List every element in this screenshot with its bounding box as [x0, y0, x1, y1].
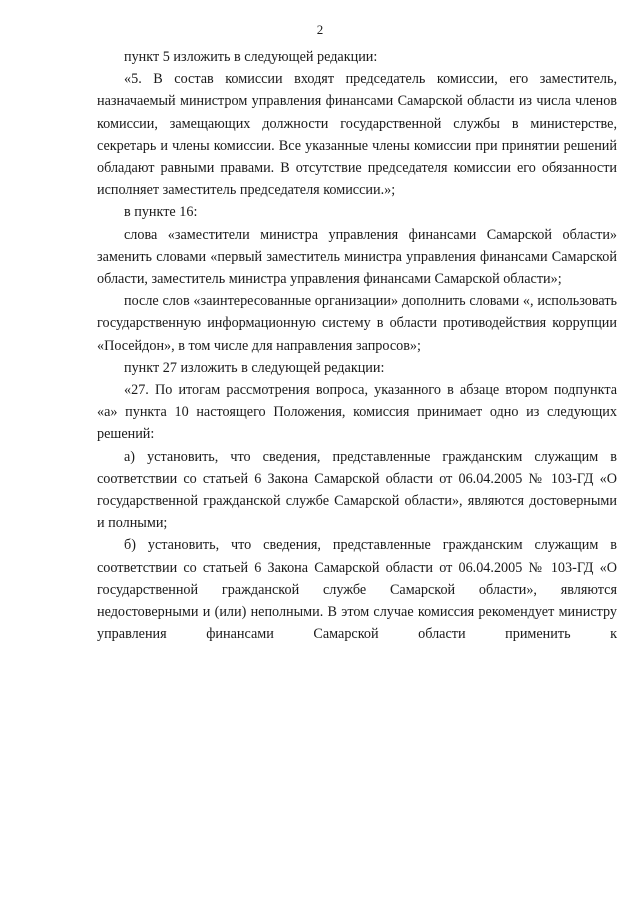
- paragraph-item-16-intro: в пункте 16:: [124, 204, 198, 221]
- paragraph-item-16-replace: слова «заместители министра управления финансами Самарской области» заменить словами «первый заместитель министра управления финансами Самарской области, заместитель министра управления финансами Самарской области»;: [97, 226, 617, 288]
- paragraph-item-27-text: «27. По итогам рассмотрения вопроса, указанного в абзаце втором подпункта «а» пункта 10 настоящего Положения, комиссия принимает одно из следующих решений:: [97, 382, 617, 443]
- paragraph-subitem-b: б) установить, что сведения, представленные гражданским служащим в соответствии со статьей 6 Закона Самарской области от 06.04.2005 № 103-ГД «О государственной гражданской службе Самарской области», являются недостоверными и (или) неполными. В этом случае комиссия рекомендует министру управления финансами Самарской области применить к: [97, 537, 617, 643]
- paragraph-item-16-add: после слов «заинтересованные организации» дополнить словами «, использовать государственную информационную систему в области противодействия коррупции «Посейдон», в том числе для направления запросов»;: [97, 293, 617, 354]
- paragraph-item-5-intro: пункт 5 изложить в следующей редакции:: [124, 49, 378, 65]
- page-number: 2: [316, 22, 324, 37]
- paragraph-item-27-intro: пункт 27 изложить в следующей редакции:: [124, 359, 385, 376]
- paragraph-subitem-a: а) установить, что сведения, представленные гражданским служащим в соответствии со статьей 6 Закона Самарской области от 06.04.2005 № 103-ГД «О государственной гражданской службе Самарской области», являются достоверными и полными;: [97, 448, 617, 532]
- document-body: [97, 46, 617, 645]
- paragraph-item-5-text: «5. В состав комиссии входят председатель комиссии, его заместитель, назначаемый министром управления финансами Самарской области из числа членов комиссии, замещающих должности государственной службы в министерстве, секретарь и члены комиссии. Все указанные члены комиссии при принятии решений обладают равными правами. В отсутствие председателя комиссии его обязанности исполняет заместитель председателя комиссии.»;: [97, 71, 617, 199]
